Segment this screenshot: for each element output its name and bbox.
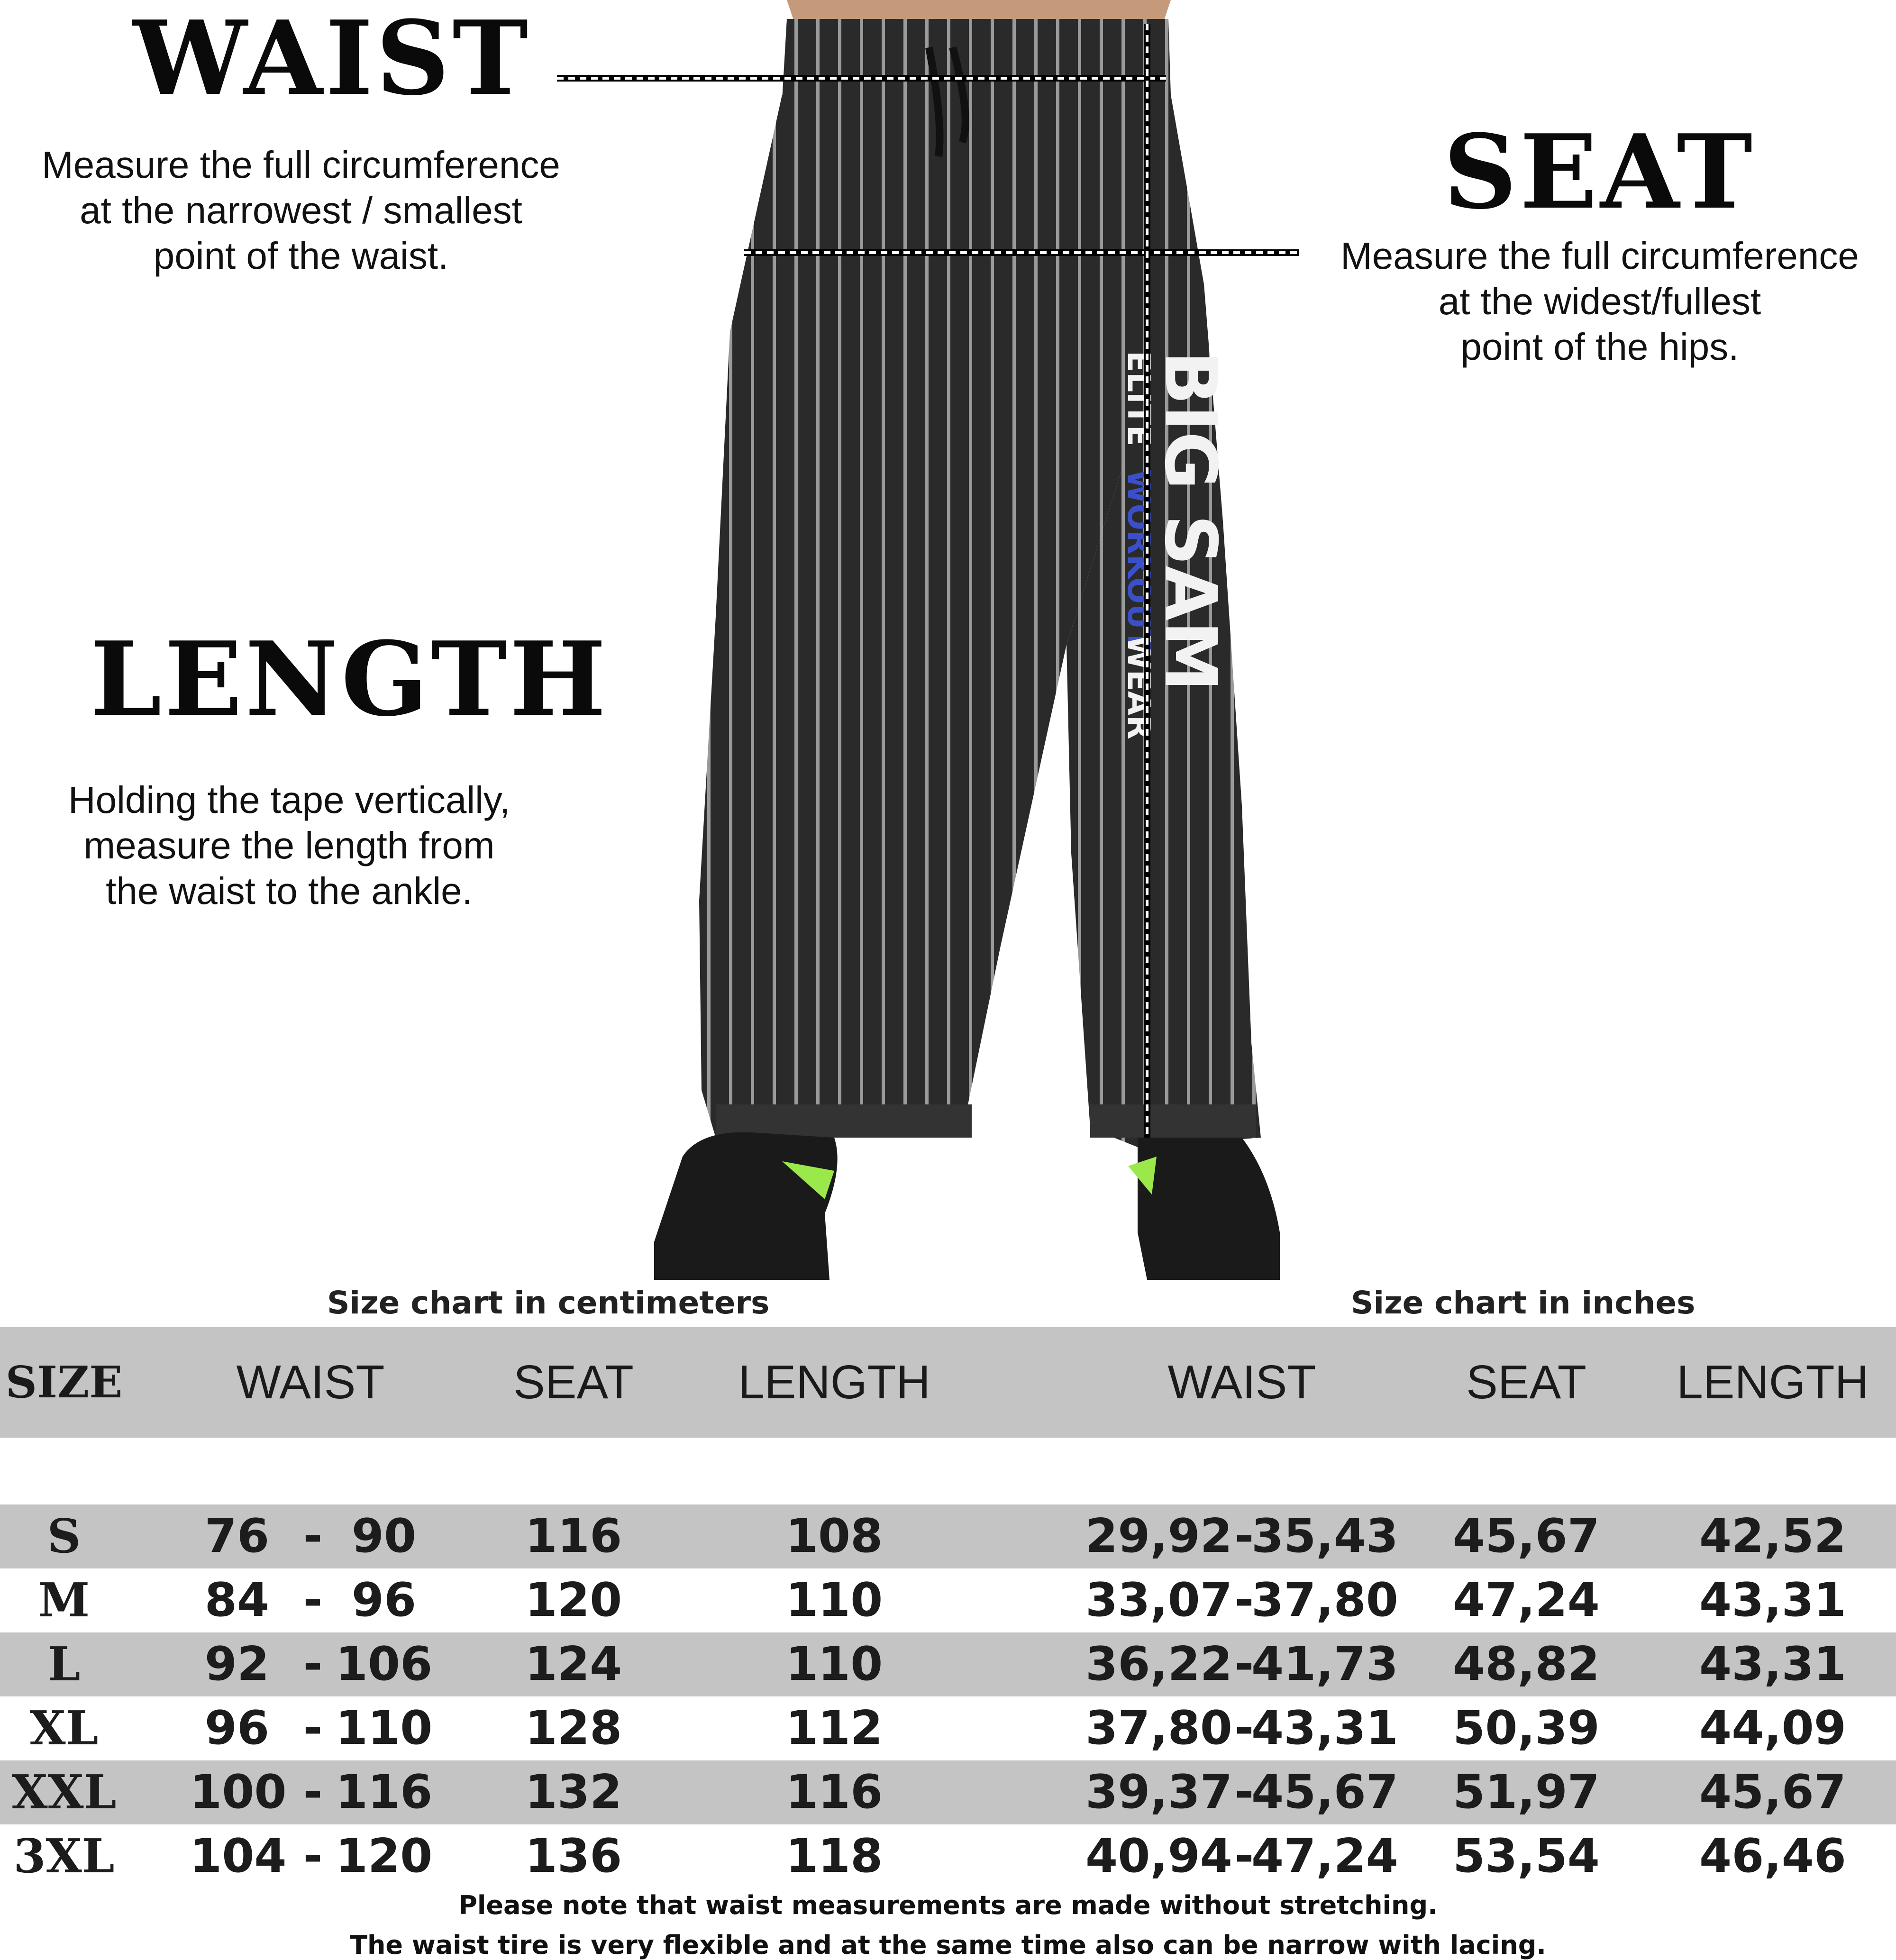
header-in-waist: WAIST [1167, 1356, 1316, 1409]
pants-waistband [782, 19, 1171, 100]
header-cm-seat: SEAT [513, 1356, 634, 1409]
brand-tagline-elite: ELITE [1121, 351, 1157, 447]
header-cm-waist: WAIST [236, 1356, 385, 1409]
note-waist-lacing: The waist tire is very flexible and at the same time also can be narrow with lacing. [350, 1930, 1546, 1960]
cell-in-waist-min: 29,92 [1085, 1509, 1232, 1563]
cell-cm-waist-min: 92 [204, 1637, 270, 1691]
cell-cm-waist-dash: - [303, 1573, 323, 1627]
cell-in-waist-dash: - [1234, 1509, 1254, 1563]
cell-cm-waist-min: 84 [204, 1573, 270, 1627]
cell-in-waist-max: 35,43 [1251, 1509, 1398, 1563]
length-line-1: Holding the tape vertically, [68, 779, 510, 821]
cell-in-seat: 47,24 [1453, 1573, 1600, 1627]
chart-cm-caption: Size chart in centimeters [327, 1285, 770, 1321]
cell-cm-seat: 120 [525, 1573, 622, 1627]
length-line-2: measure the length from [83, 824, 495, 866]
cell-in-waist-max: 37,80 [1251, 1573, 1398, 1627]
table-row [0, 1824, 1896, 1888]
cell-cm-seat: 128 [525, 1701, 622, 1755]
cell-in-length: 43,31 [1699, 1573, 1846, 1627]
note-no-stretch: Please note that waist measurements are made without stretching. [458, 1890, 1438, 1920]
cell-in-length: 43,31 [1699, 1637, 1846, 1691]
cell-cm-waist-min: 76 [204, 1509, 270, 1563]
cell-in-seat: 48,82 [1453, 1637, 1600, 1691]
cell-cm-waist-max: 116 [335, 1765, 433, 1819]
table-row [0, 1504, 1896, 1568]
cell-cm-seat: 136 [525, 1829, 622, 1883]
seat-heading: SEAT [1443, 112, 1756, 232]
cell-in-seat: 50,39 [1453, 1701, 1600, 1755]
cell-cm-waist-dash: - [303, 1829, 323, 1883]
cell-in-waist-dash: - [1234, 1573, 1254, 1627]
cell-cm-waist-min: 100 [190, 1765, 287, 1819]
brand-tagline-wear: WEAR [1121, 635, 1157, 739]
seat-line-3: point of the hips. [1460, 326, 1739, 368]
cell-in-waist-max: 45,67 [1251, 1765, 1398, 1819]
brand-logo-text: BIG SAM [1149, 351, 1231, 692]
length-line-3: the waist to the ankle. [106, 870, 473, 912]
cell-cm-length: 116 [785, 1765, 883, 1819]
cell-in-waist-min: 39,37 [1085, 1765, 1232, 1819]
cell-cm-length: 110 [785, 1573, 883, 1627]
header-size: SIZE [5, 1357, 123, 1408]
waist-heading: WAIST [133, 0, 531, 118]
header-cm-length: LENGTH [738, 1356, 930, 1409]
length-heading: LENGTH [90, 619, 609, 739]
waist-line-3: point of the waist. [153, 235, 449, 277]
cell-cm-waist-dash: - [303, 1637, 323, 1691]
cell-cm-waist-dash: - [303, 1509, 323, 1563]
cell-cm-waist-max: 106 [335, 1637, 433, 1691]
cell-cm-length: 118 [785, 1829, 883, 1883]
cell-cm-seat: 116 [525, 1509, 622, 1563]
cell-in-seat: 51,97 [1453, 1765, 1600, 1819]
table-row [0, 1568, 1896, 1632]
cell-in-waist-min: 36,22 [1085, 1637, 1232, 1691]
table-row [0, 1632, 1896, 1696]
cell-in-waist-dash: - [1234, 1829, 1254, 1883]
cell-in-waist-dash: - [1234, 1765, 1254, 1819]
cell-cm-waist-max: 110 [335, 1701, 433, 1755]
cell-cm-waist-dash: - [303, 1765, 323, 1819]
waist-line-1: Measure the full circumference [42, 144, 560, 186]
right-shoe [1128, 1138, 1280, 1280]
cell-cm-length: 110 [785, 1637, 883, 1691]
cell-in-waist-max: 41,73 [1251, 1637, 1398, 1691]
cell-in-waist-max: 43,31 [1251, 1701, 1398, 1755]
table-row [0, 1696, 1896, 1760]
cell-size: M [38, 1573, 90, 1628]
cell-cm-seat: 124 [525, 1637, 622, 1691]
cell-in-length: 45,67 [1699, 1765, 1846, 1819]
cell-cm-waist-max: 96 [351, 1573, 417, 1627]
brand-tagline-workout: WORKOUT [1121, 469, 1157, 651]
cell-cm-length: 112 [785, 1701, 883, 1755]
cell-cm-seat: 132 [525, 1765, 622, 1819]
cell-size: L [47, 1637, 81, 1692]
cell-in-seat: 53,54 [1453, 1829, 1600, 1883]
table-row [0, 1760, 1896, 1824]
cell-size: 3XL [13, 1829, 115, 1884]
header-in-length: LENGTH [1677, 1356, 1869, 1409]
waist-line-2: at the narrowest / smallest [80, 189, 522, 231]
cell-cm-waist-max: 120 [335, 1829, 433, 1883]
chart-in-caption: Size chart in inches [1351, 1285, 1695, 1321]
cell-in-waist-min: 40,94 [1085, 1829, 1232, 1883]
cell-cm-waist-min: 96 [204, 1701, 270, 1755]
seat-line-2: at the widest/fullest [1438, 280, 1761, 322]
cell-in-length: 42,52 [1699, 1509, 1846, 1563]
cell-in-waist-max: 47,24 [1251, 1829, 1398, 1883]
cell-cm-waist-min: 104 [190, 1829, 287, 1883]
cell-in-waist-dash: - [1234, 1701, 1254, 1755]
cell-cm-waist-dash: - [303, 1701, 323, 1755]
left-shoe [654, 1132, 838, 1280]
cell-in-waist-min: 33,07 [1085, 1573, 1232, 1627]
cell-in-seat: 45,67 [1453, 1509, 1600, 1563]
cell-size: S [47, 1509, 81, 1564]
cell-in-length: 44,09 [1699, 1701, 1846, 1755]
cell-size: XXL [11, 1765, 117, 1820]
brand-print [1121, 351, 1231, 739]
header-in-seat: SEAT [1466, 1356, 1586, 1409]
cell-size: XL [29, 1701, 99, 1756]
seat-line-1: Measure the full circumference [1340, 235, 1859, 277]
cell-in-length: 46,46 [1699, 1829, 1846, 1883]
cell-cm-waist-max: 90 [351, 1509, 417, 1563]
cell-cm-length: 108 [785, 1509, 883, 1563]
right-cuff [1090, 1104, 1256, 1138]
cell-in-waist-dash: - [1234, 1637, 1254, 1691]
cell-in-waist-min: 37,80 [1085, 1701, 1232, 1755]
